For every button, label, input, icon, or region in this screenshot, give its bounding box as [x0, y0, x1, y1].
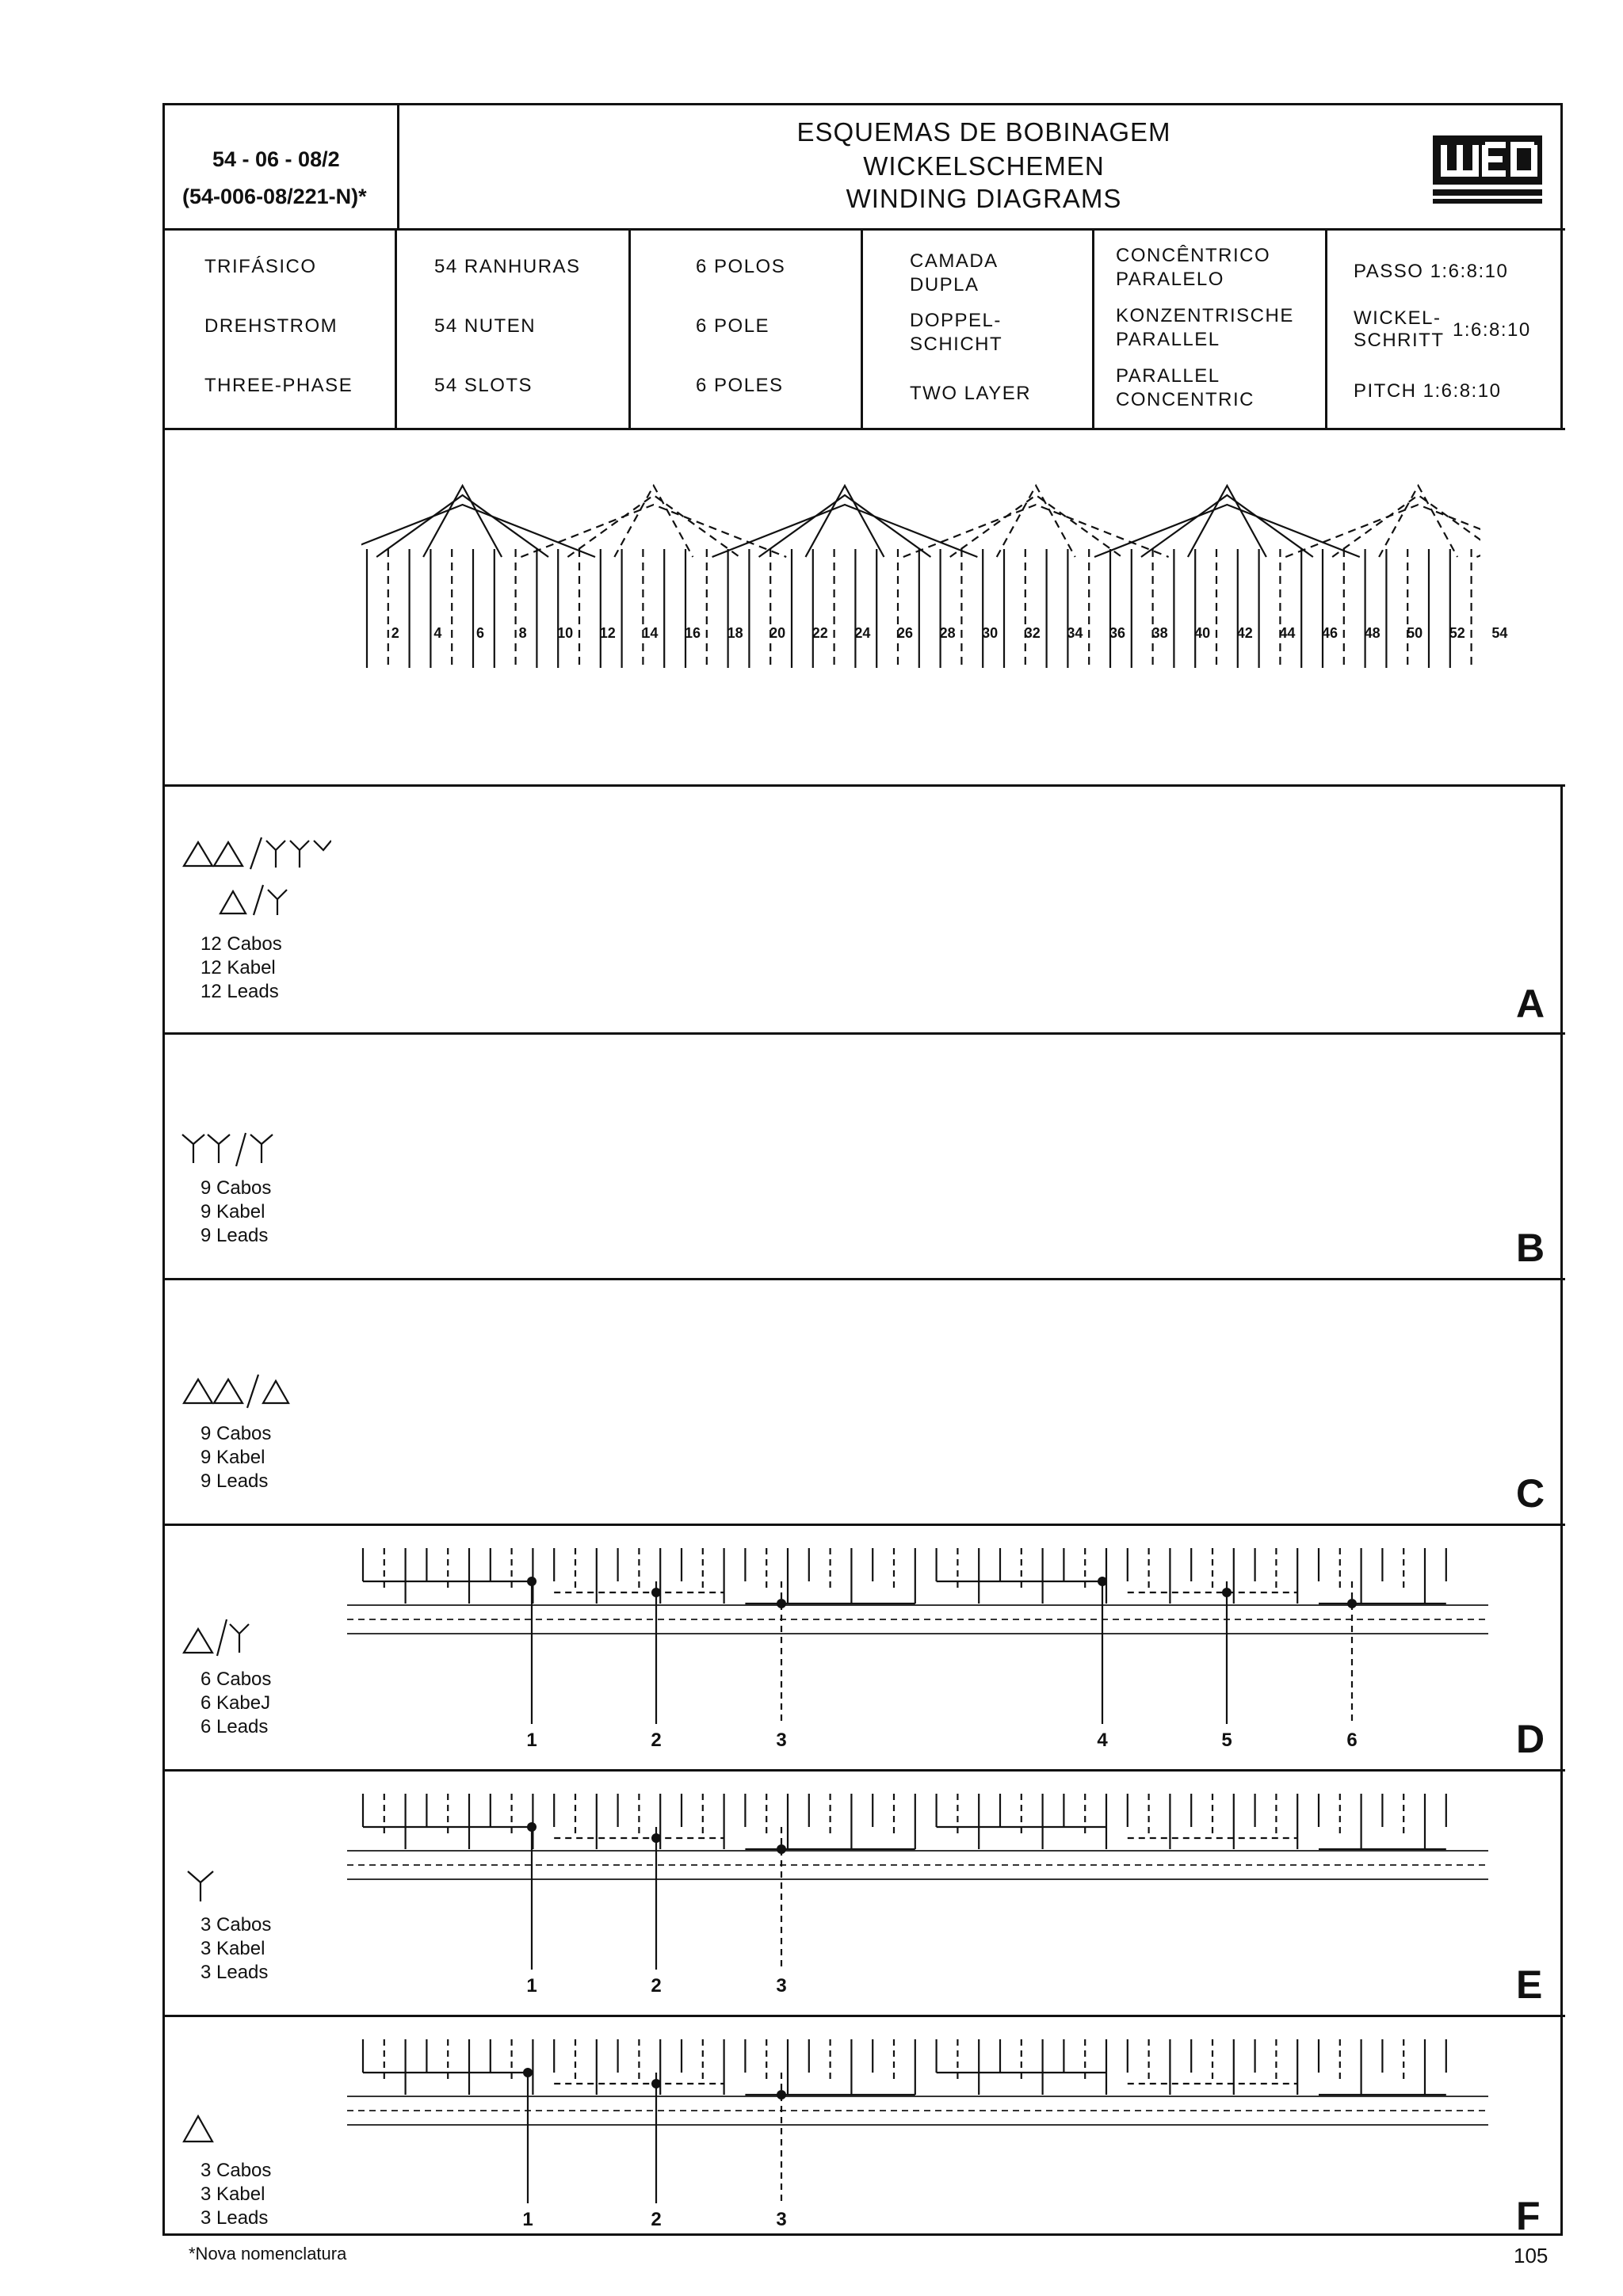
section-b	[165, 1035, 1565, 1278]
slot-number: 4	[433, 625, 442, 641]
terminal-label: 1	[522, 2209, 533, 2230]
coil-side	[614, 486, 693, 557]
wye-wye-wye-symbol-icon	[181, 1130, 276, 1169]
winding-diagram-svg	[165, 430, 1565, 787]
slot-number: 14	[642, 625, 659, 641]
slots-en: 54 SLOTS	[434, 375, 533, 396]
leads-de: 6 KabeJ	[200, 1692, 271, 1714]
slot-number: 32	[1024, 625, 1041, 641]
phase-pt: TRIFÁSICO	[204, 256, 317, 277]
slot-number: 20	[769, 625, 786, 641]
junction-dot	[527, 1822, 537, 1832]
coil-side	[521, 505, 786, 557]
section-f	[165, 2017, 1565, 2236]
leads-pt: 3 Cabos	[200, 2160, 272, 2181]
leads-en: 12 Leads	[200, 981, 279, 1002]
table-col-line	[861, 228, 863, 430]
terminal-label: 3	[776, 1975, 787, 1997]
section-letter: C	[1516, 1471, 1545, 1516]
terminal-label: 3	[776, 1730, 787, 1751]
slot-number: 2	[391, 625, 399, 641]
junction-dot	[651, 2079, 661, 2088]
connection-diagram-d	[165, 1526, 1565, 1769]
mask-left	[165, 430, 361, 787]
junction-dot	[777, 1599, 786, 1608]
leads-pt: 12 Cabos	[200, 933, 282, 955]
terminal-label: 5	[1221, 1730, 1232, 1751]
leads-pt: 9 Cabos	[200, 1423, 272, 1444]
phase-de: DREHSTROM	[204, 315, 338, 337]
slot-number: 16	[684, 625, 701, 641]
section-letter: B	[1516, 1226, 1545, 1270]
type-pt-1: CONCÊNTRICO	[1116, 245, 1271, 266]
slot-number: 40	[1194, 625, 1211, 641]
leads-de: 3 Kabel	[200, 2183, 265, 2205]
leads-pt: 6 Cabos	[200, 1669, 272, 1690]
leads-de: 9 Kabel	[200, 1447, 265, 1468]
layer-en: TWO LAYER	[910, 383, 1032, 404]
slots-pt: 54 RANHURAS	[434, 256, 581, 277]
layer-pt-1: CAMADA	[910, 250, 999, 272]
slots-de: 54 NUTEN	[434, 315, 537, 337]
terminal-label: 4	[1097, 1730, 1108, 1751]
terminal-label: 2	[651, 1730, 662, 1751]
coil-side	[1094, 505, 1360, 557]
layer-pt-2: DUPLA	[910, 274, 980, 296]
section-c	[165, 1280, 1565, 1524]
slot-number: 26	[896, 625, 914, 641]
connection-diagram-f	[165, 2017, 1565, 2236]
winding-diagram	[165, 430, 1565, 787]
phase-en: THREE-PHASE	[204, 375, 353, 396]
pitch-de-1: WICKEL-	[1354, 307, 1442, 329]
coil-side	[903, 505, 1169, 557]
junction-dot	[1347, 1599, 1357, 1608]
slot-number: 42	[1236, 625, 1253, 641]
type-pt-2: PARALELO	[1116, 269, 1224, 290]
poles-en: 6 POLES	[696, 375, 784, 396]
page-number: 105	[1514, 2244, 1549, 2267]
poles-pt: 6 POLOS	[696, 256, 786, 277]
leads-de: 9 Kabel	[200, 1201, 265, 1222]
slot-number: 34	[1067, 625, 1083, 641]
slot-number: 46	[1321, 625, 1338, 641]
table-col-line	[395, 228, 397, 430]
junction-dot	[1098, 1577, 1107, 1586]
pitch-en: PITCH 1:6:8:10	[1354, 380, 1502, 402]
section-e	[165, 1772, 1565, 2015]
pitch-de-3: 1:6:8:10	[1453, 319, 1531, 341]
section-letter: D	[1516, 1717, 1545, 1761]
weg-logo-icon	[1433, 129, 1544, 208]
type-de-1: KONZENTRISCHE	[1116, 305, 1294, 326]
coil-side	[712, 505, 978, 557]
slot-number: 10	[557, 625, 574, 641]
slot-number: 8	[518, 625, 527, 641]
terminal-label: 2	[651, 2209, 662, 2230]
slot-number: 50	[1407, 625, 1423, 641]
diagram-code: 54 - 06 - 08/2	[212, 147, 340, 171]
section-letter: A	[1516, 982, 1545, 1026]
junction-dot	[527, 1577, 537, 1586]
diagram-code-new: (54-006-08/221-N)*	[182, 185, 367, 208]
layer-de-1: DOPPEL-	[910, 310, 1002, 331]
mask-right	[1480, 430, 1565, 787]
title-line-1: ESQUEMAS DE BOBINAGEM	[796, 117, 1171, 147]
leads-en: 3 Leads	[200, 1962, 269, 1983]
terminal-label: 2	[651, 1975, 662, 1997]
junction-dot	[1222, 1588, 1232, 1597]
connection-diagram-e	[165, 1772, 1565, 2015]
slot-number: 44	[1279, 625, 1296, 641]
leads-de: 3 Kabel	[200, 1938, 265, 1959]
leads-pt: 9 Cabos	[200, 1177, 272, 1199]
coil-side	[330, 505, 595, 557]
pitch-de-2: SCHRITT	[1354, 330, 1445, 351]
leads-en: 3 Leads	[200, 2207, 269, 2229]
slot-number: 38	[1151, 625, 1168, 641]
table-col-line	[1092, 228, 1094, 430]
delta-delta-delta-symbol-icon	[181, 1371, 292, 1411]
table-col-line	[1325, 228, 1327, 430]
slot-number: 12	[599, 625, 616, 641]
terminal-label: 6	[1346, 1730, 1358, 1751]
footnote: *Nova nomenclatura	[189, 2244, 347, 2264]
diagram-sheet	[162, 103, 1563, 2236]
terminal-label: 1	[526, 1730, 537, 1751]
leads-en: 9 Leads	[200, 1470, 269, 1492]
terminal-label: 1	[526, 1975, 537, 1997]
slot-number: 28	[939, 625, 956, 641]
header-rule	[165, 228, 1565, 231]
coil-side	[806, 486, 884, 557]
title-line-2: WICKELSCHEMEN	[863, 151, 1105, 181]
pitch-pt: PASSO 1:6:8:10	[1354, 261, 1509, 282]
leads-de: 12 Kabel	[200, 957, 276, 978]
section-d	[165, 1526, 1565, 1769]
slot-number: 6	[475, 625, 485, 641]
poles-de: 6 POLE	[696, 315, 770, 337]
table-col-line	[628, 228, 631, 430]
slot-number: 18	[727, 625, 743, 641]
coil-side	[1188, 486, 1266, 557]
slot-number: 54	[1491, 625, 1508, 641]
coil-side	[997, 486, 1075, 557]
title-line-3: WINDING DIAGRAMS	[846, 184, 1122, 213]
junction-dot	[777, 2090, 786, 2100]
slot-number: 52	[1449, 625, 1465, 641]
layer-de-2: SCHICHT	[910, 334, 1003, 355]
slot-number: 48	[1364, 625, 1381, 641]
type-de-2: PARALLEL	[1116, 329, 1220, 350]
junction-dot	[651, 1588, 661, 1597]
section-letter: E	[1516, 1962, 1543, 2007]
section-letter: F	[1516, 2194, 1541, 2238]
leads-pt: 3 Cabos	[200, 1914, 272, 1936]
junction-dot	[523, 2068, 533, 2077]
terminal-label: 3	[776, 2209, 787, 2230]
delta-delta-wye-wye-symbol-icon	[181, 834, 331, 921]
weg-logo	[1433, 129, 1544, 208]
slot-number: 36	[1109, 625, 1126, 641]
leads-en: 6 Leads	[200, 1716, 269, 1737]
slot-number: 22	[812, 625, 828, 641]
section-a	[165, 787, 1565, 1032]
leads-en: 9 Leads	[200, 1225, 269, 1246]
junction-dot	[651, 1833, 661, 1843]
junction-dot	[777, 1844, 786, 1854]
slot-number: 30	[982, 625, 999, 641]
coil-side	[423, 486, 502, 557]
header-divider	[397, 105, 399, 228]
type-en-1: PARALLEL	[1116, 365, 1220, 387]
slot-number: 24	[854, 625, 871, 641]
coil-side	[1379, 486, 1457, 557]
type-en-2: CONCENTRIC	[1116, 389, 1254, 410]
